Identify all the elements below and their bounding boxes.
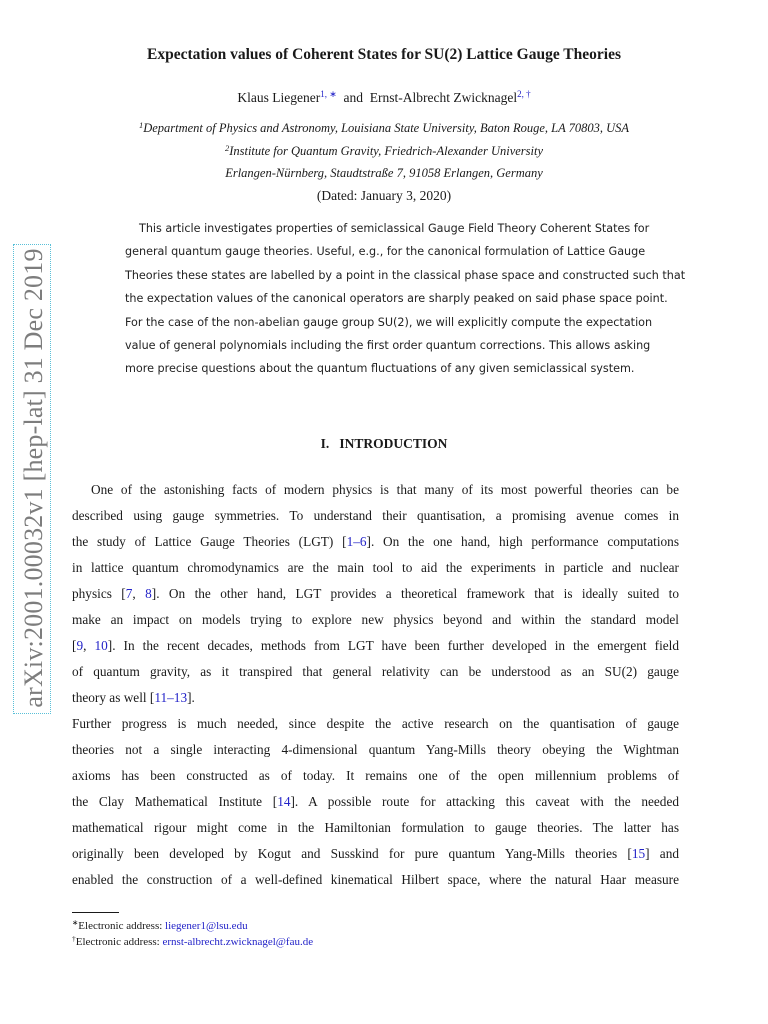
paper-title: Expectation values of Coherent States for SU(2) Lattice Gauge Theories [147, 46, 621, 63]
section-title: INTRODUCTION [339, 436, 448, 451]
abstract-line: more precise questions about the quantum fluctuations of any given semiclassical system. [125, 362, 635, 376]
paragraph-line: theories not a single interacting 4-dimensional quantum Yang-Mills theory obeying the Wightman [72, 742, 679, 757]
abstract-line: general quantum gauge theories. Useful, e.g., for the canonical formulation of Lattice Gauge [125, 245, 646, 259]
affiliation-text: Department of Physics and Astronomy, Louisiana State University, Baton Rouge, LA 70803, USA [143, 121, 630, 135]
abstract-line: Theories these states are labelled by a point in the classical phase space and constructed such that [125, 268, 686, 282]
abstract-line: For the case of the non-abelian gauge group SU(2), we will explicitly compute the expectation [125, 315, 653, 329]
paragraph-line: the study of Lattice Gauge Theories (LGT) [1–6]. On the one hand, high performance computations [72, 534, 679, 549]
abstract-line: the expectation values of the canonical operators are sharply peaked on said phase space point. [125, 292, 668, 306]
paragraph-line: axioms has been constructed as of today. It remains one of the open millennium problems of [72, 768, 679, 783]
footnote-label: Electronic address: [78, 920, 166, 932]
paragraph-line: make an impact on models trying to explore new physics beyond and within the standard model [72, 612, 679, 627]
abstract [125, 217, 686, 381]
email-link[interactable]: ernst-albrecht.zwicknagel@fau.de [162, 936, 314, 948]
citation-link[interactable]: 1–6 [346, 534, 367, 549]
paragraph-line: physics [7, 8]. On the other hand, LGT provides a theoretical framework that is ideally suited to [72, 586, 679, 601]
abstract-line: This article investigates properties of semiclassical Gauge Field Theory Coherent States for [139, 222, 650, 235]
paragraph-line: One of the astonishing facts of modern physics is that many of its most powerful theories can be [91, 482, 679, 497]
intro-paragraph-2 [72, 711, 679, 893]
section-number: I. [320, 436, 330, 451]
paragraph-line: in lattice quantum chromodynamics are the main tool to aid the experiments in particle and nuclear [72, 560, 679, 575]
citation-link[interactable]: 11–13 [154, 690, 188, 705]
paragraph-line: mathematical rigour might come in the Hamiltonian formulation to gauge theories. The latter has [72, 820, 679, 835]
paragraph-line: theory as well [11–13]. [72, 690, 195, 705]
paragraph-line: originally been developed by Kogut and Susskind for pure quantum Yang-Mills theories [15] and [72, 846, 679, 861]
footnote-divider [72, 912, 119, 913]
footnote-2 [72, 934, 313, 948]
paragraph-line: of quantum gravity, as it transpired that general relativity can be understood as an SU(2) gauge [72, 664, 679, 679]
paragraph-line: Further progress is much needed, since despite the active research on the quantisation of gauge [72, 716, 679, 731]
citation-link[interactable]: 8 [145, 586, 152, 601]
footnote-mark: † [72, 934, 76, 943]
author-connector: and [343, 90, 364, 105]
paragraph-line: [9, 10]. In the recent decades, methods from LGT have been further developed in the emergent field [72, 638, 680, 653]
section-heading [0, 436, 768, 452]
affiliation-1 [0, 120, 768, 136]
footnote-mark: ∗ [72, 918, 79, 927]
author-list [0, 89, 768, 106]
citation-link[interactable]: 10 [94, 638, 108, 653]
affiliation-number: 2 [224, 143, 230, 153]
author-name: Klaus Liegener [237, 90, 321, 105]
citation-link[interactable]: 14 [277, 794, 291, 809]
abstract-line: value of general polynomials including the first order quantum corrections. This allows asking [125, 338, 651, 352]
email-link[interactable]: liegener1@lsu.edu [165, 920, 248, 932]
arxiv-identifier[interactable]: arXiv:2001.00032v1 [hep-lat] 31 Dec 2019 [19, 248, 48, 708]
author-name: Ernst-Albrecht Zwicknagel [369, 90, 518, 105]
affiliation-2 [0, 143, 768, 159]
paragraph-line: enabled the construction of a well-defined kinematical Hilbert space, where the natural Haar measure [72, 872, 679, 887]
affiliation-number: 1 [138, 120, 144, 130]
citation-link[interactable]: 7 [125, 586, 133, 601]
citation-link[interactable]: 9 [76, 638, 84, 653]
footnote-label: Electronic address: [75, 936, 163, 948]
affiliation-2-address: Erlangen-Nürnberg, Staudtstraße 7, 91058 Erlangen, Germany [225, 166, 543, 180]
citation-link[interactable]: 15 [631, 846, 646, 861]
author-affiliation-mark[interactable]: 1, ∗ [320, 89, 337, 99]
paragraph-line: the Clay Mathematical Institute [14]. A possible route for attacking this caveat with the needed [72, 794, 679, 809]
footnote-1 [72, 918, 248, 932]
author-affiliation-mark[interactable]: 2, † [517, 89, 531, 99]
intro-paragraph-1 [72, 477, 679, 711]
paragraph-line: described using gauge symmetries. To understand their quantisation, a promising avenue comes in [72, 508, 679, 523]
affiliation-text: Institute for Quantum Gravity, Friedrich-Alexander University [229, 144, 544, 158]
dated-line: (Dated: January 3, 2020) [316, 188, 452, 203]
